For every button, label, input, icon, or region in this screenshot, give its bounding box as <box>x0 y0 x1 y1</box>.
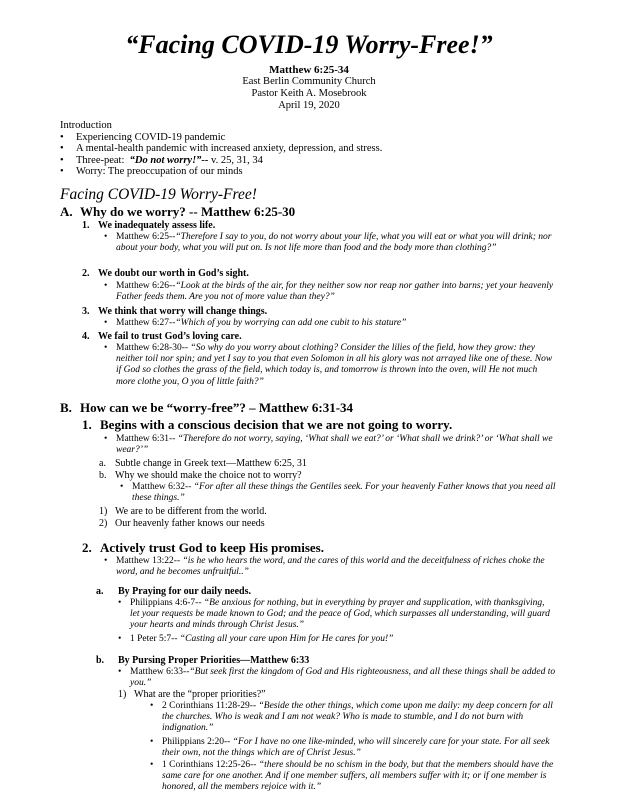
scripture-text: “For after all these things the Gentiles seek. For your heavenly Father knows that you need all these things.” <box>132 482 556 504</box>
reason-number: 4. <box>82 331 90 342</box>
point-b-letter: B. <box>60 400 72 415</box>
scripture-quote <box>116 343 556 388</box>
step-title: Begins with a conscious decision that we are not going to worry. <box>100 417 453 432</box>
scripture-text: “But seek first the kingdom of God and His righteousness, and all these things shall be added to you.” <box>130 667 556 689</box>
scripture-ref: Matthew 6:26-- <box>116 281 176 291</box>
scripture-quote <box>132 482 556 504</box>
intro-item-text: Experiencing COVID-19 pandemic <box>76 132 226 143</box>
reason-title: We think that worry will change things. <box>98 306 268 317</box>
reason-number: 3. <box>82 306 90 317</box>
scripture-quote <box>116 318 556 329</box>
reason-number: 2) <box>99 518 108 529</box>
scripture-text: “Which of you by worrying can add one cubit to his stature” <box>175 318 407 328</box>
scripture-quote <box>130 598 556 632</box>
reason-text: Our heavenly father knows our needs <box>115 518 265 529</box>
reason-text: We are to be different from the world. <box>115 506 267 517</box>
reason-number: 1. <box>82 220 90 231</box>
intro-item <box>60 155 560 166</box>
method-letter: a. <box>96 586 104 597</box>
reason-3-heading <box>82 306 267 318</box>
scripture-text: “Casting all your care upon Him for He cares for you!” <box>179 634 394 644</box>
scripture-ref: Matthew 13:22-- <box>116 556 183 566</box>
scripture-quote <box>116 556 556 578</box>
scripture-quote <box>130 667 556 689</box>
scripture-ref: Matthew 6:28-30-- <box>116 343 191 353</box>
introduction-label: Introduction <box>60 120 112 131</box>
scripture-ref: Matthew 6:32-- <box>132 482 194 492</box>
scripture-ref: 2 Corinthians 11:28-29-- <box>162 701 259 711</box>
scripture-text: “Look at the birds of the air, for they neither sow nor reap nor gather into barns; yet your heavenly Father feeds them. Are you not of more value than they?” <box>116 281 554 303</box>
reason-2-heading <box>82 268 249 280</box>
introduction-list <box>60 132 560 178</box>
intro-item-text: Worry: The preoccupation of our minds <box>76 166 243 178</box>
intro-item <box>60 166 560 177</box>
step-number: 1. <box>82 417 92 432</box>
church-name: East Berlin Community Church <box>242 76 376 87</box>
scripture-ref: Matthew 6:27-- <box>116 318 176 328</box>
scripture-text: “For I have no one like-minded, who will sincerely care for your state. For all seek their own, not the things which are of Christ Jesus.” <box>162 737 550 759</box>
reason-4-heading <box>82 331 242 343</box>
intro-item <box>60 132 560 143</box>
scripture-ref: Matthew 6:25-- <box>116 232 176 242</box>
scripture-text: “Therefore I say to you, do not worry about your life, what you will eat or what you will drink; nor about your body, what you will put on. Is not life more than food and the body more than clothing?” <box>116 232 552 254</box>
scripture-text: “Beside the other things, which come upon me daily: my deep concern for all the churches. Who is weak and I am not weak? Who is made to stumble, and I do not burn with indignation.” <box>162 701 553 734</box>
reason-number: 2. <box>82 268 90 279</box>
reason-title: We inadequately assess life. <box>98 220 216 231</box>
point-a-heading <box>60 204 295 219</box>
substep-text: Why we should make the choice not to worry? <box>115 470 302 481</box>
intro-item-text: A mental-health pandemic with increased anxiety, depression, and stress. <box>76 143 383 155</box>
point-b-title: How can we be “worry-free”? – Matthew 6:31-34 <box>80 400 354 415</box>
method-title: By Praying for our daily needs. <box>118 586 251 597</box>
reason-title: We fail to trust God’s loving care. <box>98 331 242 342</box>
scripture-quote <box>130 634 556 645</box>
reason-item <box>99 518 265 530</box>
threepeat-quote: “Do not worry!”-- <box>129 154 209 166</box>
substep-b <box>99 470 302 482</box>
point-b-heading <box>60 400 353 415</box>
reason-title: We doubt our worth in God’s sight. <box>98 268 249 279</box>
scripture-text: “Therefore do not worry, saying, ‘What shall we eat?’ or ‘What shall we drink?’ or ‘What shall we wear?’” <box>116 434 553 456</box>
scripture-ref: 1 Corinthians 12:25-26-- <box>162 760 259 770</box>
question-item <box>118 689 266 701</box>
step-1-heading <box>60 417 452 432</box>
scripture-quote <box>116 281 556 303</box>
substep-text: Subtle change in Greek text—Matthew 6:25, 31 <box>115 458 307 469</box>
method-b-heading <box>96 655 309 667</box>
scripture-text: “Be anxious for nothing, but in everything by prayer and supplication, with thanksgiving, let your requests be made known to God; and the peace of God, which surpasses all understanding, will guard your hearts and minds through Christ Jesus.” <box>130 598 550 631</box>
substep-letter: a. <box>99 458 106 469</box>
scripture-ref: Matthew 6:31-- <box>116 434 178 444</box>
reason-1-heading <box>82 220 215 232</box>
intro-item <box>60 143 560 154</box>
sermon-date: April 19, 2020 <box>278 100 340 111</box>
method-a-heading <box>96 586 251 598</box>
intro-item-text: Three-peat: <box>76 154 125 166</box>
scripture-ref: Matthew 6:33-- <box>130 667 190 677</box>
question-text: What are the “proper priorities?” <box>134 689 266 700</box>
scripture-text: “there should be no schism in the body, but that the members should have the same care for one another. And if one member suffers, all members suffer with it; or if one member is honored, all the members rejoice with it.” <box>162 760 554 793</box>
method-title: By Pursing Proper Priorities—Matthew 6:33 <box>118 655 310 666</box>
scripture-reference: Matthew 6:25-34 <box>269 64 349 76</box>
scripture-quote <box>162 701 556 735</box>
reason-item <box>99 506 267 518</box>
scripture-text: “So why do you worry about clothing? Consider the lilies of the field, how they grow: they neither toil nor spin; and yet I say to you that even Solomon in all his glory was not arrayed like one of these. Now if God so clothes the grass of the field, which today is, and tomorrow is thrown into the oven, will He not much more clothe you, O you of little faith?” <box>116 343 553 387</box>
question-number: 1) <box>118 689 127 700</box>
scripture-quote <box>116 434 556 456</box>
scripture-quote <box>162 737 556 759</box>
scripture-text: “is he who hears the word, and the cares of this world and the deceitfulness of riches choke the word, and he becomes unfruitful..” <box>116 556 545 578</box>
step-title: Actively trust God to keep His promises. <box>100 540 324 555</box>
pastor-name: Pastor Keith A. Mosebrook <box>251 88 367 99</box>
substep-letter: b. <box>99 470 107 481</box>
scripture-ref: Philippians 2:20-- <box>162 737 233 747</box>
scripture-ref: 1 Peter 5:7-- <box>130 634 180 644</box>
threepeat-verses: v. 25, 31, 34 <box>208 154 263 166</box>
scripture-quote <box>116 232 556 254</box>
point-a-letter: A. <box>60 204 73 219</box>
method-letter: b. <box>96 655 105 666</box>
reason-number: 1) <box>99 506 108 517</box>
scripture-ref: Philippians 4:6-7-- <box>130 598 204 608</box>
page-title: “Facing COVID-19 Worry-Free!” <box>125 30 493 59</box>
scripture-quote <box>162 760 556 794</box>
point-a-title: Why do we worry? -- Matthew 6:25-30 <box>80 204 296 219</box>
step-2-heading <box>60 540 324 555</box>
substep-a <box>99 458 307 470</box>
section-title: Facing COVID-19 Worry-Free! <box>60 186 257 203</box>
step-number: 2. <box>82 540 92 555</box>
